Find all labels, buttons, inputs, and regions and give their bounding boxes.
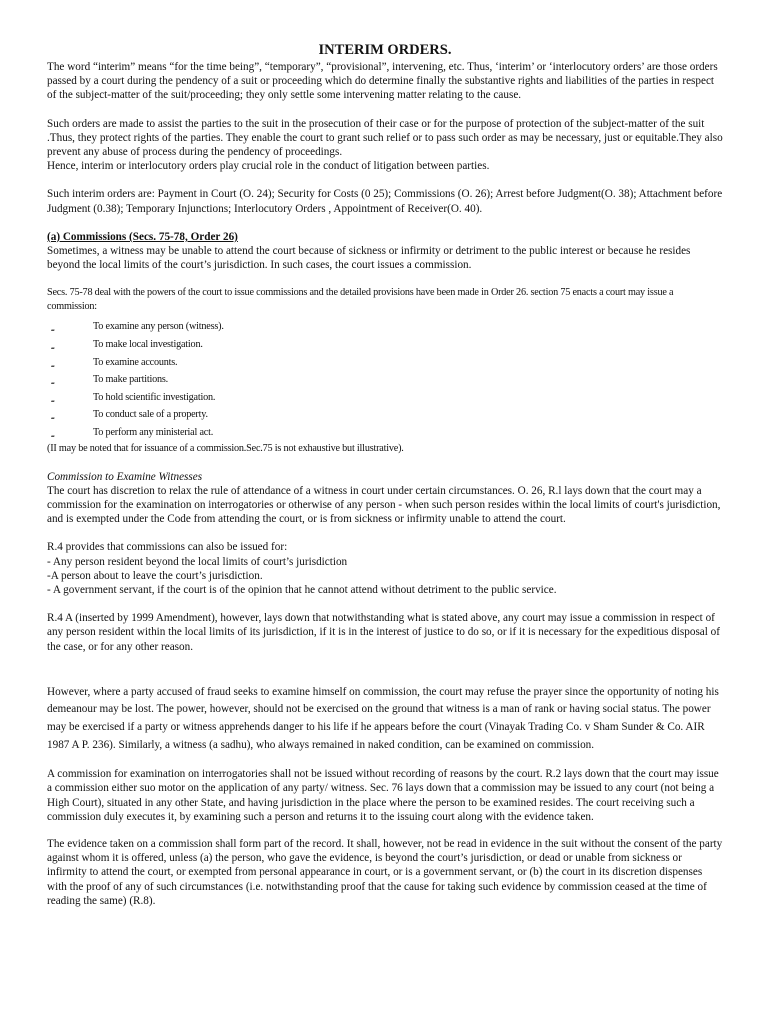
dash-bullet-icon: - (48, 375, 59, 390)
paragraph-r4a: R.4 A (inserted by 1999 Amendment), however, lays down that notwithstanding what is stated above, any court may issue a commission in respect of any person resident within the local limits of its jurisdiction, if it is in the interest of justice to do so, or if it is necessary for the expeditious disposal of the case, or for any other reason. (47, 612, 720, 653)
dash-bullet-icon: - (48, 340, 59, 355)
note-illustrative: (II may be noted that for issuance of a commission.Sec.75 is not exhaustive but illustrative). (47, 442, 404, 454)
r4-item-leaving: -A person about to leave the court’s jurisdiction. (47, 569, 263, 582)
paragraph-r4-intro: R.4 provides that commissions can also be issued for: (47, 541, 288, 554)
paragraph-discretion: The court has discretion to relax the rule of attendance of a witness in court under certain circumstances. O. 26, R.l lays down that the court may a commission for the examination on interrogatories or otherwise of any person - when such person resides within the local limits of court's jurisdiction, and is exempted under the Code from attending the court, or is from sickness or infirmity unable to attend the court. (47, 484, 721, 526)
dash-bullet-icon: - (48, 410, 59, 425)
paragraph-evidence: The evidence taken on a commission shall form part of the record. It shall, however, not be read in evidence in the suit without the consent of the party against whom it is offered, unless (a) the person, who gave the evidence, is beyond the court’s jurisdiction, or dead or unable from sickness or infirmity to attend the court, or exempted from personal appearance in court, or is a government servant, or (b) the court in its discretion dispenses with the proof of any of such circumstances (i.e. notwithstanding proof that the cause for taking such evidence by commission ceased at the time of reading the same) (R.8). (47, 838, 723, 907)
page-title: INTERIM ORDERS. (318, 42, 452, 58)
paragraph-definition: The word “interim” means “for the time being”, “temporary”, “provisional”, intervening, etc. Thus, ‘interim’ or ‘interlocutory orders’ are those orders passed by a court during the pendency of a suit or proceeding which do determine finally the substantive rights and liabilities of the parties in respect of the subject-matter of the suit/proceeding; they only settle some intervening matter relating to the cause. (47, 61, 718, 102)
r4-item-beyond-limits: - Any person resident beyond the local limits of court’s jurisdiction (47, 555, 348, 568)
paragraph-purpose: Such orders are made to assist the parties to the suit in the prosecution of their case or for the purpose of protection of the subject-matter of the suit .Thus, they protect rights of the parties. They enable the court to grant such relief or to pass such order as may be necessary, just or equitable.They also prevent any abuse of process during the pendency of proceedings. (47, 117, 723, 159)
r4-item-government-servant: - A government servant, if the court is of the opinion that he cannot attend without detriment to the public service. (47, 584, 557, 597)
subheading-examine-witnesses: Commission to Examine Witnesses (47, 470, 203, 483)
list-item: - To examine accounts. (47, 354, 723, 372)
list-item: - To hold scientific investigation. (47, 389, 723, 407)
dash-bullet-icon: - (48, 428, 59, 442)
commission-purposes-list (47, 318, 723, 441)
list-item: - To examine any person (witness). (47, 318, 723, 336)
list-item: - To conduct sale of a property. (47, 406, 723, 424)
dash-bullet-icon: - (48, 322, 59, 337)
section-heading-commissions: (a) Commissions (Secs. 75-78, Order 26) (47, 230, 238, 243)
paragraph-fraud: However, where a party accused of fraud seeks to examine himself on commission, the court may refuse the prayer since the opportunity of noting his demeanour may be lost. The power, however, should not be exercised on the ground that witness is a man of rank or having social status. The power may be exercised if a party or witness apprehends danger to his life if he appears before the court (Vinayak Trading Co. v Sham Sunder & Co. AIR 1987 A P. 236). Similarly, a witness (a sadhu), who always remained in naked condition, can be examined on commission. (47, 685, 719, 751)
list-item: - To make partitions. (47, 371, 723, 389)
list-item: - To make local investigation. (47, 336, 723, 354)
dash-bullet-icon: - (48, 357, 59, 372)
dash-bullet-icon: - (48, 392, 59, 407)
paragraph-commission-intro: Sometimes, a witness may be unable to attend the court because of sickness or infirmity or detriment to the public interest or because he resides beyond the local limits of the court’s jurisdiction. In such cases, the court issues a commission. (47, 245, 691, 272)
paragraph-role: Hence, interim or interlocutory orders play crucial role in the conduct of litigation between parties. (47, 160, 490, 173)
paragraph-interrogatories: A commission for examination on interrogatories shall not be issued without recording of reasons by the court. R.2 lays down that the court may issue a commission either suo motor on the application of any party/ witness. Sec. 76 lays down that a commission may be issued to any court (not being a High Court), situated in any other State, and having jurisdiction in the place where the person to be examined resides. The court receiving such a commission duly executes it, by examining such a person and returns it to the issuing court along with the evidence taken. (47, 768, 719, 823)
paragraph-types: Such interim orders are: Payment in Court (O. 24); Security for Costs (0 25); Commissions (O. 26); Arrest before Judgment(O. 38); Attachment before Judgment (0.38); Temporary Injunctions; Interlocutory Orders , Appointment of Receiver(O. 40). (47, 188, 723, 215)
list-item: - To perform any ministerial act. (47, 424, 723, 442)
paragraph-secs-75-78: Secs. 75-78 deal with the powers of the court to issue commissions and the detailed provisions have been made in Order 26. section 75 enacts a court may issue a commission: (47, 287, 674, 313)
